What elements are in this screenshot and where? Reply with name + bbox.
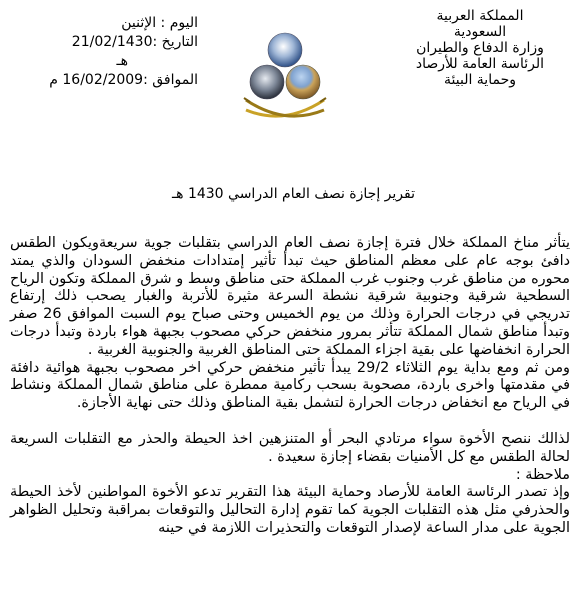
org-line-saudi: السعودية: [453, 24, 507, 40]
paragraph-note: وإذ تصدر الرئاسة العامة للأرصاد وحماية البيئة هذا التقرير تدعو الأخوة المواطنين لأخذ الحيطة والحذرفي مثل هذه التقلبات الجوية كما تقوم إدارة التحاليل والتوقعات بمراقبة وتحليل الظواهر الجوية على مدار الساعة لإصدار التوقعات والتحذيرات اللازمة في حينه: [10, 484, 570, 536]
report-title: تقرير إجازة نصف العام الدراسي 1430 هـ: [172, 186, 415, 202]
org-line-ministry: وزارة الدفاع والطيران: [416, 40, 544, 56]
org-line-kingdom: المملكة العربية: [436, 8, 524, 24]
paragraph-advice: لذالك ننصح الأخوة سواء مرتادي البحر أو المتنزهين اخذ الحيطة والحذر مع التقلبات السريعة لحالة الطقس مع كل الأمنيات بقضاء إجازة سعيدة .: [10, 430, 570, 465]
hijri-suffix: هـ: [116, 53, 128, 69]
paragraph-forecast: يتأثر مناخ المملكة خلال فترة إجازة نصف العام الدراسي بتقلبات جوية سريعةويكون الطقس دافئ بوجه عام على معظم المناطق حيث تبدأ تأثير إمتدادات منخفض السودان والذي يمتد محوره من مناطق غرب وجنوب غرب المملكة حتى مناطق وسط و شرق المملكة وتكون الرياح السطحية شرقية وجنوبية شرقية نشطة السرعة مثيرة للأتربة والغبار يصحب ذلك إرتفاع تدريجي في درجات الحرارة وذلك من يوم الخميس وحتى صباح يوم السبت الموافق 26 صفر وتبدأ مناطق شمال المملكة تتأثر بمرور منخفض حركي مصحوب بجبهة هواء باردة وتبدأ درجات الحرارة انخفاضها على بقية اجزاء المملكة حتى المناطق الغربية والجنوبية الغربية .: [10, 235, 570, 358]
gregorian-date-line: الموافق :16/02/2009 م: [49, 72, 198, 88]
ministry-emblem-icon: [240, 26, 330, 126]
report-body: [10, 235, 570, 538]
paragraph-tuesday: ومن ثم ومع بداية يوم الثلاثاء 29/2 يبدأ تأثير منخفض حركي اخر مصحوب بجبهة هوائية دافئة في مقدمتها واخرى باردة، مصحوبة بسحب ركامية ممطرة على مناطق شمال المملكة ونشاط في الرياح مع انخفاض درجات الحرارة لتشمل بقية المناطق وذلك حتى نهاية الأجازة.: [10, 359, 570, 412]
date-block: [8, 14, 198, 90]
org-line-environment: وحماية البيئة: [444, 72, 516, 88]
organization-header: [385, 8, 575, 88]
day-line: اليوم : الإثنين: [121, 15, 198, 31]
hijri-date-line: التاريخ :21/02/1430: [71, 34, 198, 50]
org-line-presidency: الرئاسة العامة للأرصاد: [415, 56, 545, 72]
note-label: ملاحظة :: [515, 466, 570, 483]
